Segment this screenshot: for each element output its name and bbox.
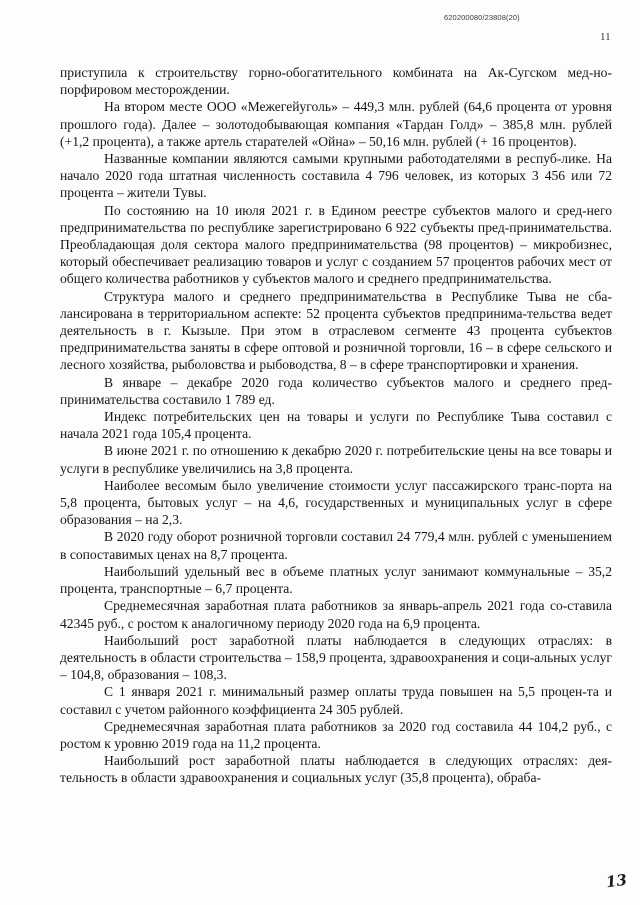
- handwritten-page-mark: 13: [604, 870, 629, 892]
- paragraph-mining-plant: приступила к строительству горно-обогатительного комбината на Ак-Сугском мед-но-порфировом месторождении.: [60, 65, 612, 98]
- paragraph-paid-services: Наибольший удельный вес в объеме платных услуг занимают коммунальные – 35,2 процента, транспортные – 6,7 процента.: [60, 563, 612, 597]
- paragraph-salary-growth-sectors-2021: Наибольший рост заработной платы наблюдается в следующих отраслях: в деятельность в области строительства – 158,9 процента, здравоохранения и соци-альных услуг – 104,8, образования – 108,3.: [60, 632, 612, 683]
- paragraph-sme-registry: По состоянию на 10 июля 2021 г. в Едином реестре субъектов малого и сред-него предпринимательства по республике зарегистрировано 6 922 субъекты пред-принимательства. Преобладающая доля сектора малого предпринимательства (98 процентов) – микробизнес, который обеспечивает реализацию товаров и услуг с созданием 57 процентов рабочих мест от общего количества работников у субъектов малого и среднего предпринимательства.: [60, 202, 612, 287]
- paragraph-june-prices: В июне 2021 г. по отношению к декабрю 2020 г. потребительские цены на все товары и услуги в республике увеличились на 3,8 процента.: [60, 443, 612, 476]
- paragraph-retail-turnover: В 2020 году оборот розничной торговли составил 24 779,4 млн. рублей с уменьшением в сопоставимых ценах на 8,7 процента.: [60, 529, 612, 562]
- paragraph-average-salary-2020: Среднемесячная заработная плата работников за 2020 год составила 44 104,2 руб., с ростом к уровню 2019 года на 11,2 процента.: [60, 718, 612, 751]
- document-body: [60, 64, 612, 787]
- paragraph-average-salary-2021: Среднемесячная заработная плата работников за январь-апрель 2021 года со-ставила 42345 руб., с ростом к аналогичному периоду 2020 года на 6,9 процента.: [60, 598, 612, 631]
- paragraph-minimum-wage: С 1 января 2021 г. минимальный размер оплаты труда повышен на 5,5 процен-та и составил с учетом районного коэффициента 24 305 рублей.: [60, 684, 612, 717]
- paragraph-sme-count: В январе – декабре 2020 года количество субъектов малого и среднего пред-принимательства составило 1 789 ед.: [60, 374, 612, 407]
- document-reference: 620200080/23808(20): [444, 13, 520, 22]
- paragraph-sme-structure: Структура малого и среднего предпринимательства в Республике Тыва не сба-лансирована в территориальном аспекте: 52 процента субъектов предпринима-тельства ведет деятельность в г. Кызыле. При этом в отраслевом сегменте 43 процента субъектов предпринимательства заняты в сфере оптовой и розничной торговли, 16 – в сфере сельского и лесного хозяйства, рыболовства и рыбоводства, 8 – в сфере транспортировки и хранения.: [60, 288, 612, 373]
- paragraph-second-place-companies: На втором месте ООО «Межегейуголь» – 449,3 млн. рублей (64,6 процента от уровня прошлого года). Далее – золотодобывающая компания «Тардан Голд» – 385,8 млн. рублей (+1,2 процента), а также артель старателей «Ойна» – 50,16 млн. рублей (+ 16 процентов).: [60, 99, 612, 149]
- page-number: 11: [600, 31, 611, 43]
- paragraph-consumer-price-index: Индекс потребительских цен на товары и услуги по Республике Тыва составил с начала 2021 года 105,4 процента.: [60, 409, 612, 442]
- paragraph-service-cost-increase: Наиболее весомым было увеличение стоимости услуг пассажирского транс-порта на 5,8 процента, бытовых услуг – на 4,6, государственных и муниципальных услуг в сфере образования – на 2,3.: [60, 477, 612, 528]
- paragraph-largest-employers: Названные компании являются самыми крупными работодателями в респуб-лике. На начало 2020 года штатная численность составила 4 796 человек, из которых 3 456 или 72 процента – жители Тувы.: [60, 151, 612, 201]
- paragraph-salary-growth-sectors-2020: Наибольший рост заработной платы наблюдается в следующих отраслях: дея-тельность в области здравоохранения и социальных услуг (35,8 процента), обраба-: [60, 753, 612, 786]
